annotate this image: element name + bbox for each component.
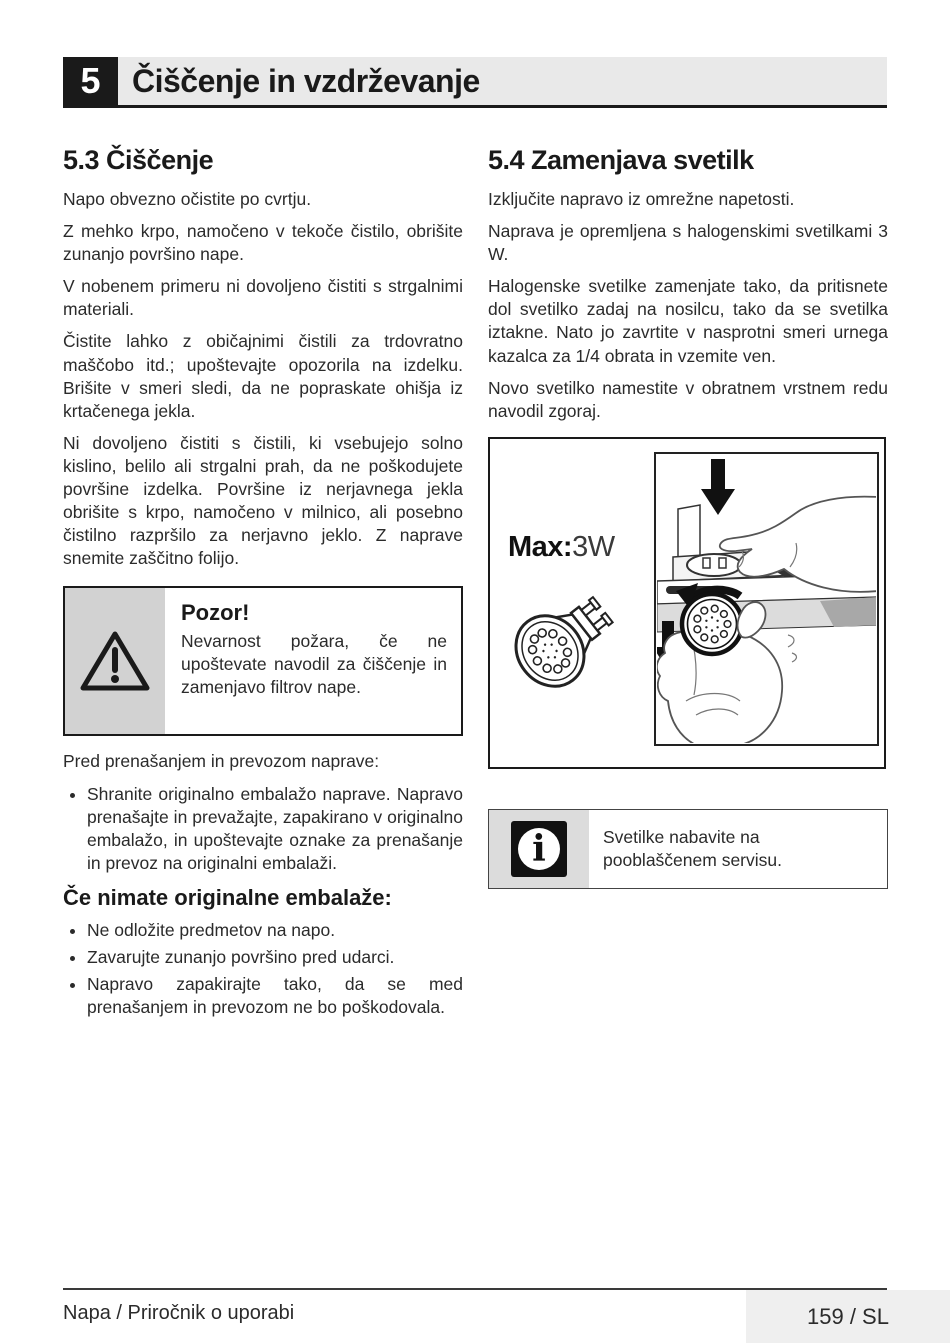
list-item: • Ne odložite predmetov na napo. <box>87 919 463 942</box>
lamp-replacement-figure <box>488 437 886 769</box>
paragraph: Napo obvezno očistite po cvrtju. <box>63 189 312 209</box>
warning-triangle-icon <box>79 629 151 693</box>
paragraph: Halogenske svetilke zamenjate tako, da pritisnete dol svetilko zadaj na nosilcu, tako da se svetilka iztakne. Nato jo zavrtite v nasprotni smeri urnega kazalca za 1/4 obrata in vzemite ven. <box>488 276 888 366</box>
paragraph: Z mehko krpo, namočeno v tekoče čistilo, obrišite zunanjo površino nape. <box>63 221 463 265</box>
paragraph: V nobenem primeru ni dovoljeno čistiti s strgalnimi materiali. <box>63 276 463 320</box>
section-title-lamp-replacement: 5.4 Zamenjava svetilk <box>488 145 754 175</box>
max-power-label-value: 3W <box>572 530 615 563</box>
paragraph: Ni dovoljeno čistiti s čistili, ki vsebujejo solno kislino, belilo ali strgalni prah, da ne poškodujete površine izdelka. Površine iz nerjavnega jekla obrišite s krpo, namočeno v milnico, ali posebno čistilno razpršilo za nerjavno jeklo. Z naprave snemite zaščitno folijo. <box>63 432 463 569</box>
subsection-title-no-packaging: Če nimate originalne embalaže: <box>63 884 392 910</box>
paragraph: Izključite napravo iz omrežne napetosti. <box>488 189 795 209</box>
warning-icon-panel <box>65 588 165 734</box>
transport-intro: Pred prenašanjem in prevozom naprave: <box>63 751 380 772</box>
left-column <box>63 145 463 1025</box>
bullet-list-no-packaging <box>63 919 463 1019</box>
chapter-number: 5 <box>63 57 118 105</box>
manual-name: Napa / Priročnik o uporabi <box>63 1302 295 1324</box>
list-item: • Napravo zapakirajte tako, da se med prenašanjem in prevozom ne bo poškodovala. <box>87 973 463 1019</box>
paragraph: Naprava je opremljena s halogenskimi svetilkami 3 W. <box>488 221 888 265</box>
lamp-replacement-illustration <box>490 439 884 767</box>
warning-content <box>165 588 461 734</box>
info-box <box>488 809 888 889</box>
svg-text:i: i <box>532 827 546 870</box>
right-column <box>488 145 888 889</box>
info-icon-panel <box>489 810 589 888</box>
info-icon <box>510 820 568 878</box>
page-number: 159 / SL <box>807 1303 889 1329</box>
removed-bulb-icon <box>682 594 742 654</box>
info-content <box>589 810 887 888</box>
paragraph: Čistite lahko z običajnimi čistili za trdovratno maščobo itd.; upoštevajte opozorila na izdelku. Brišite v smeri sledi, da ne popraskate ohišja iz krtačenega jekla. <box>63 331 463 421</box>
info-text: Svetilke nabavite na pooblaščenem servisu. <box>603 827 782 870</box>
section-title-cleaning: 5.3 Čiščenje <box>63 145 214 175</box>
halogen-bulb-icon <box>502 580 626 699</box>
bullet-list-transport <box>63 783 463 875</box>
chapter-header <box>63 57 887 108</box>
max-power-label <box>508 531 615 564</box>
lamp-socket <box>687 554 741 576</box>
warning-box <box>63 586 463 736</box>
list-item: • Zavarujte zunanjo površino pred udarci. <box>87 946 463 969</box>
chapter-title: Čiščenje in vzdrževanje <box>132 62 480 99</box>
page-number-box <box>746 1290 950 1343</box>
max-power-label-bold: Max: <box>508 530 573 563</box>
paragraph: Novo svetilko namestite v obratnem vrstnem redu navodil zgoraj. <box>488 377 888 421</box>
warning-title: Pozor! <box>181 600 250 626</box>
warning-text: Nevarnost požara, če ne upoštevate navodil za čiščenje in zamenjavo filtrov nape. <box>181 631 447 697</box>
list-item: • Shranite originalno embalažo naprave. Napravo prenašajte in prevažajte, zapakirano v originalno embalažo, in upoštevajte oznake za prenašanje in prevoz na originalni embalaži. <box>87 783 463 875</box>
